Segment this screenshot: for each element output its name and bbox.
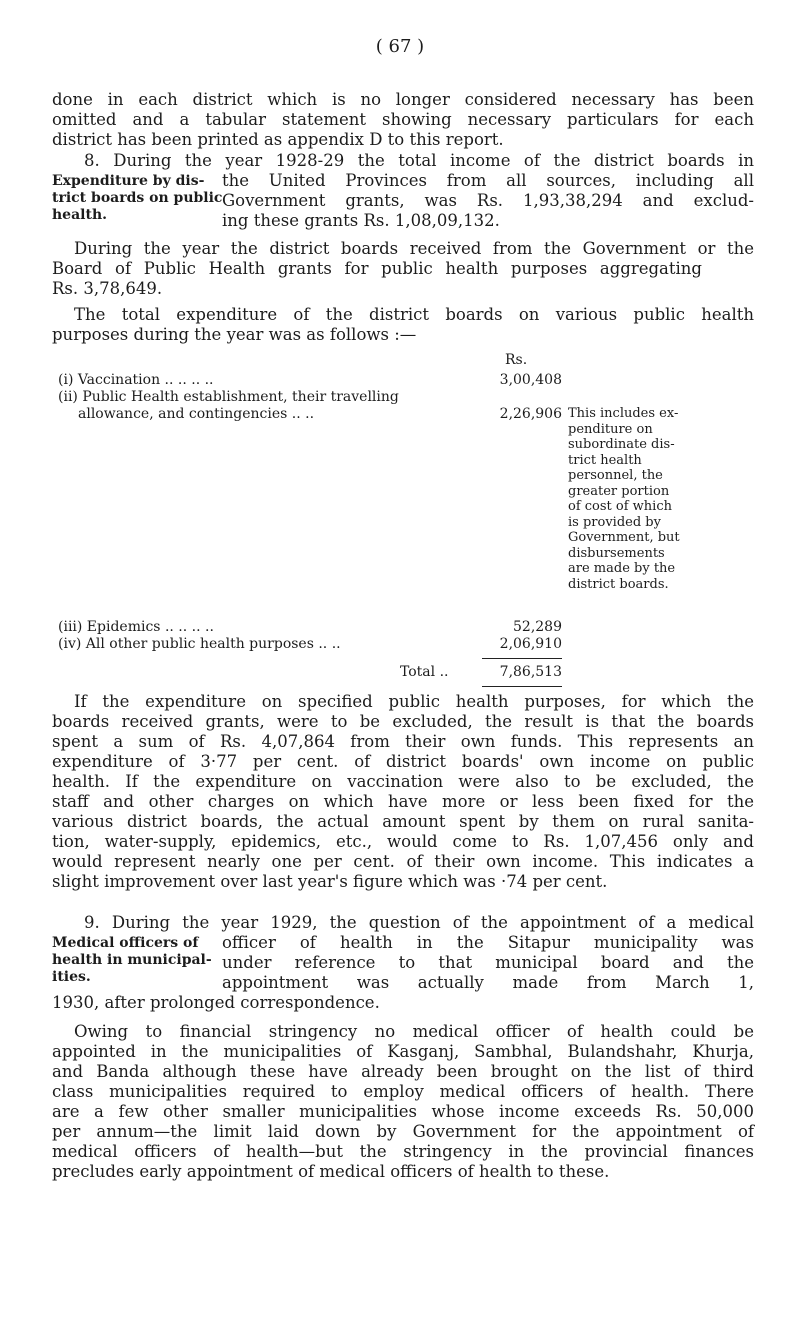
side-heading-line: ities. bbox=[52, 969, 91, 985]
table-footnote bbox=[568, 406, 678, 592]
text-line: staff and other charges on which have more or less been fixed for the bbox=[52, 792, 754, 811]
text-line: and Banda although these have already been brought on the list of third bbox=[52, 1062, 754, 1081]
paragraph-9-first-line bbox=[84, 913, 754, 933]
side-heading-line: Medical officers of bbox=[52, 935, 199, 951]
note-line: disbursements bbox=[568, 545, 665, 561]
text-line: are a few other smaller municipalities whose income exceeds Rs. 50,000 bbox=[52, 1102, 754, 1121]
text-line: would represent nearly one per cent. of their own income. This indicates a bbox=[52, 852, 754, 871]
text-line: boards received grants, were to be excluded, the result is that the boards bbox=[52, 712, 754, 731]
text-line: purposes during the year was as follows :— bbox=[52, 325, 417, 344]
text-line: under reference to that municipal board and the bbox=[222, 953, 754, 972]
text-line: the United Provinces from all sources, including all bbox=[222, 171, 754, 190]
paragraph-financial-stringency bbox=[52, 1022, 754, 1182]
table-row-amount: 3,00,408 bbox=[499, 372, 562, 388]
table-row-label: allowance, and contingencies .. .. bbox=[78, 406, 315, 422]
text-line: various district boards, the actual amount spent by them on rural sanita- bbox=[52, 812, 754, 831]
table-row-label: (iv) All other public health purposes .. .. bbox=[58, 636, 341, 652]
text-line: appointed in the municipalities of Kasganj, Sambhal, Bulandshahr, Khurja, bbox=[52, 1042, 754, 1061]
text-line: per annum—the limit laid down by Government for the appointment of bbox=[52, 1122, 754, 1141]
total-rule bbox=[482, 658, 562, 659]
text-line: 1930, after prolonged correspondence. bbox=[52, 993, 380, 1012]
note-line: This includes ex- bbox=[568, 406, 679, 421]
side-heading-line: health in municipal- bbox=[52, 952, 212, 968]
note-line: personnel, the bbox=[568, 468, 663, 483]
text-line: During the year the district boards received from the Government or the bbox=[74, 239, 754, 258]
text-line: Board of Public Health grants for public health purposes aggregating bbox=[52, 259, 702, 278]
text-line: Government grants, was Rs. 1,93,38,294 and exclud- bbox=[222, 191, 754, 210]
text-line: expenditure of 3·77 per cent. of district boards' own income on public bbox=[52, 752, 754, 771]
table-row-label: (iii) Epidemics .. .. .. .. bbox=[58, 619, 214, 635]
text-line: health. If the expenditure on vaccination were also to be excluded, the bbox=[52, 772, 754, 791]
text-line: medical officers of health—but the stringency in the provincial finances bbox=[52, 1142, 754, 1161]
text-line: 8. During the year 1928-29 the total income of the district boards in bbox=[84, 151, 754, 170]
total-underline bbox=[482, 686, 562, 687]
text-line: Owing to financial stringency no medical officer of health could be bbox=[74, 1022, 754, 1041]
text-line: done in each district which is no longer considered necessary has been bbox=[52, 90, 754, 109]
total-label: Total .. bbox=[400, 664, 449, 680]
table-row-amount: 52,289 bbox=[513, 619, 562, 635]
note-line: of cost of which bbox=[568, 499, 672, 514]
side-heading-line: trict boards on public bbox=[52, 190, 223, 206]
note-line: penditure on bbox=[568, 421, 653, 437]
text-line: If the expenditure on specified public health purposes, for which the bbox=[74, 692, 754, 711]
text-line: officer of health in the Sitapur municipality was bbox=[222, 933, 754, 952]
text-line: Rs. 3,78,649. bbox=[52, 279, 163, 298]
table-row-label: (ii) Public Health establishment, their travelling bbox=[58, 389, 399, 405]
text-line: ing these grants Rs. 1,08,09,132. bbox=[222, 211, 500, 230]
note-line: trict health bbox=[568, 452, 642, 468]
page-number: ( 67 ) bbox=[375, 36, 425, 57]
note-line: subordinate dis- bbox=[568, 437, 675, 452]
text-line: class municipalities required to employ medical officers of health. There bbox=[52, 1082, 754, 1101]
table-row-amount: 2,06,910 bbox=[499, 636, 562, 652]
text-line: spent a sum of Rs. 4,07,864 from their own funds. This represents an bbox=[52, 732, 754, 751]
note-line: Government, but bbox=[568, 530, 680, 545]
paragraph-9-last-line bbox=[52, 993, 754, 1013]
text-line: appointment was actually made from March 1, bbox=[222, 973, 754, 992]
note-line: greater portion bbox=[568, 483, 670, 499]
currency-header: Rs. bbox=[505, 352, 528, 368]
text-line: omitted and a tabular statement showing necessary particulars for each bbox=[52, 110, 754, 129]
text-line: tion, water-supply, epidemics, etc., would come to Rs. 1,07,456 only and bbox=[52, 832, 754, 851]
text-line: 9. During the year 1929, the question of the appointment of a medical bbox=[84, 913, 754, 932]
note-line: district boards. bbox=[568, 576, 669, 592]
table-row-amount: 2,26,906 bbox=[499, 406, 562, 422]
text-line: slight improvement over last year's figure which was ·74 per cent. bbox=[52, 872, 608, 891]
paragraph-9-body bbox=[222, 933, 754, 993]
text-line: district has been printed as appendix D to this report. bbox=[52, 130, 504, 149]
side-heading-line: Expenditure by dis- bbox=[52, 173, 205, 189]
paragraph-excluded-expenditure bbox=[52, 692, 754, 892]
table-row-label: (i) Vaccination .. .. .. .. bbox=[58, 372, 214, 388]
text-line: precludes early appointment of medical officers of health to these. bbox=[52, 1162, 610, 1181]
side-heading-line: health. bbox=[52, 207, 107, 223]
text-line: The total expenditure of the district boards on various public health bbox=[74, 305, 754, 324]
note-line: are made by the bbox=[568, 561, 676, 576]
side-heading-medical-officers bbox=[52, 935, 212, 986]
total-amount: 7,86,513 bbox=[499, 664, 562, 680]
note-line: is provided by bbox=[568, 514, 661, 530]
